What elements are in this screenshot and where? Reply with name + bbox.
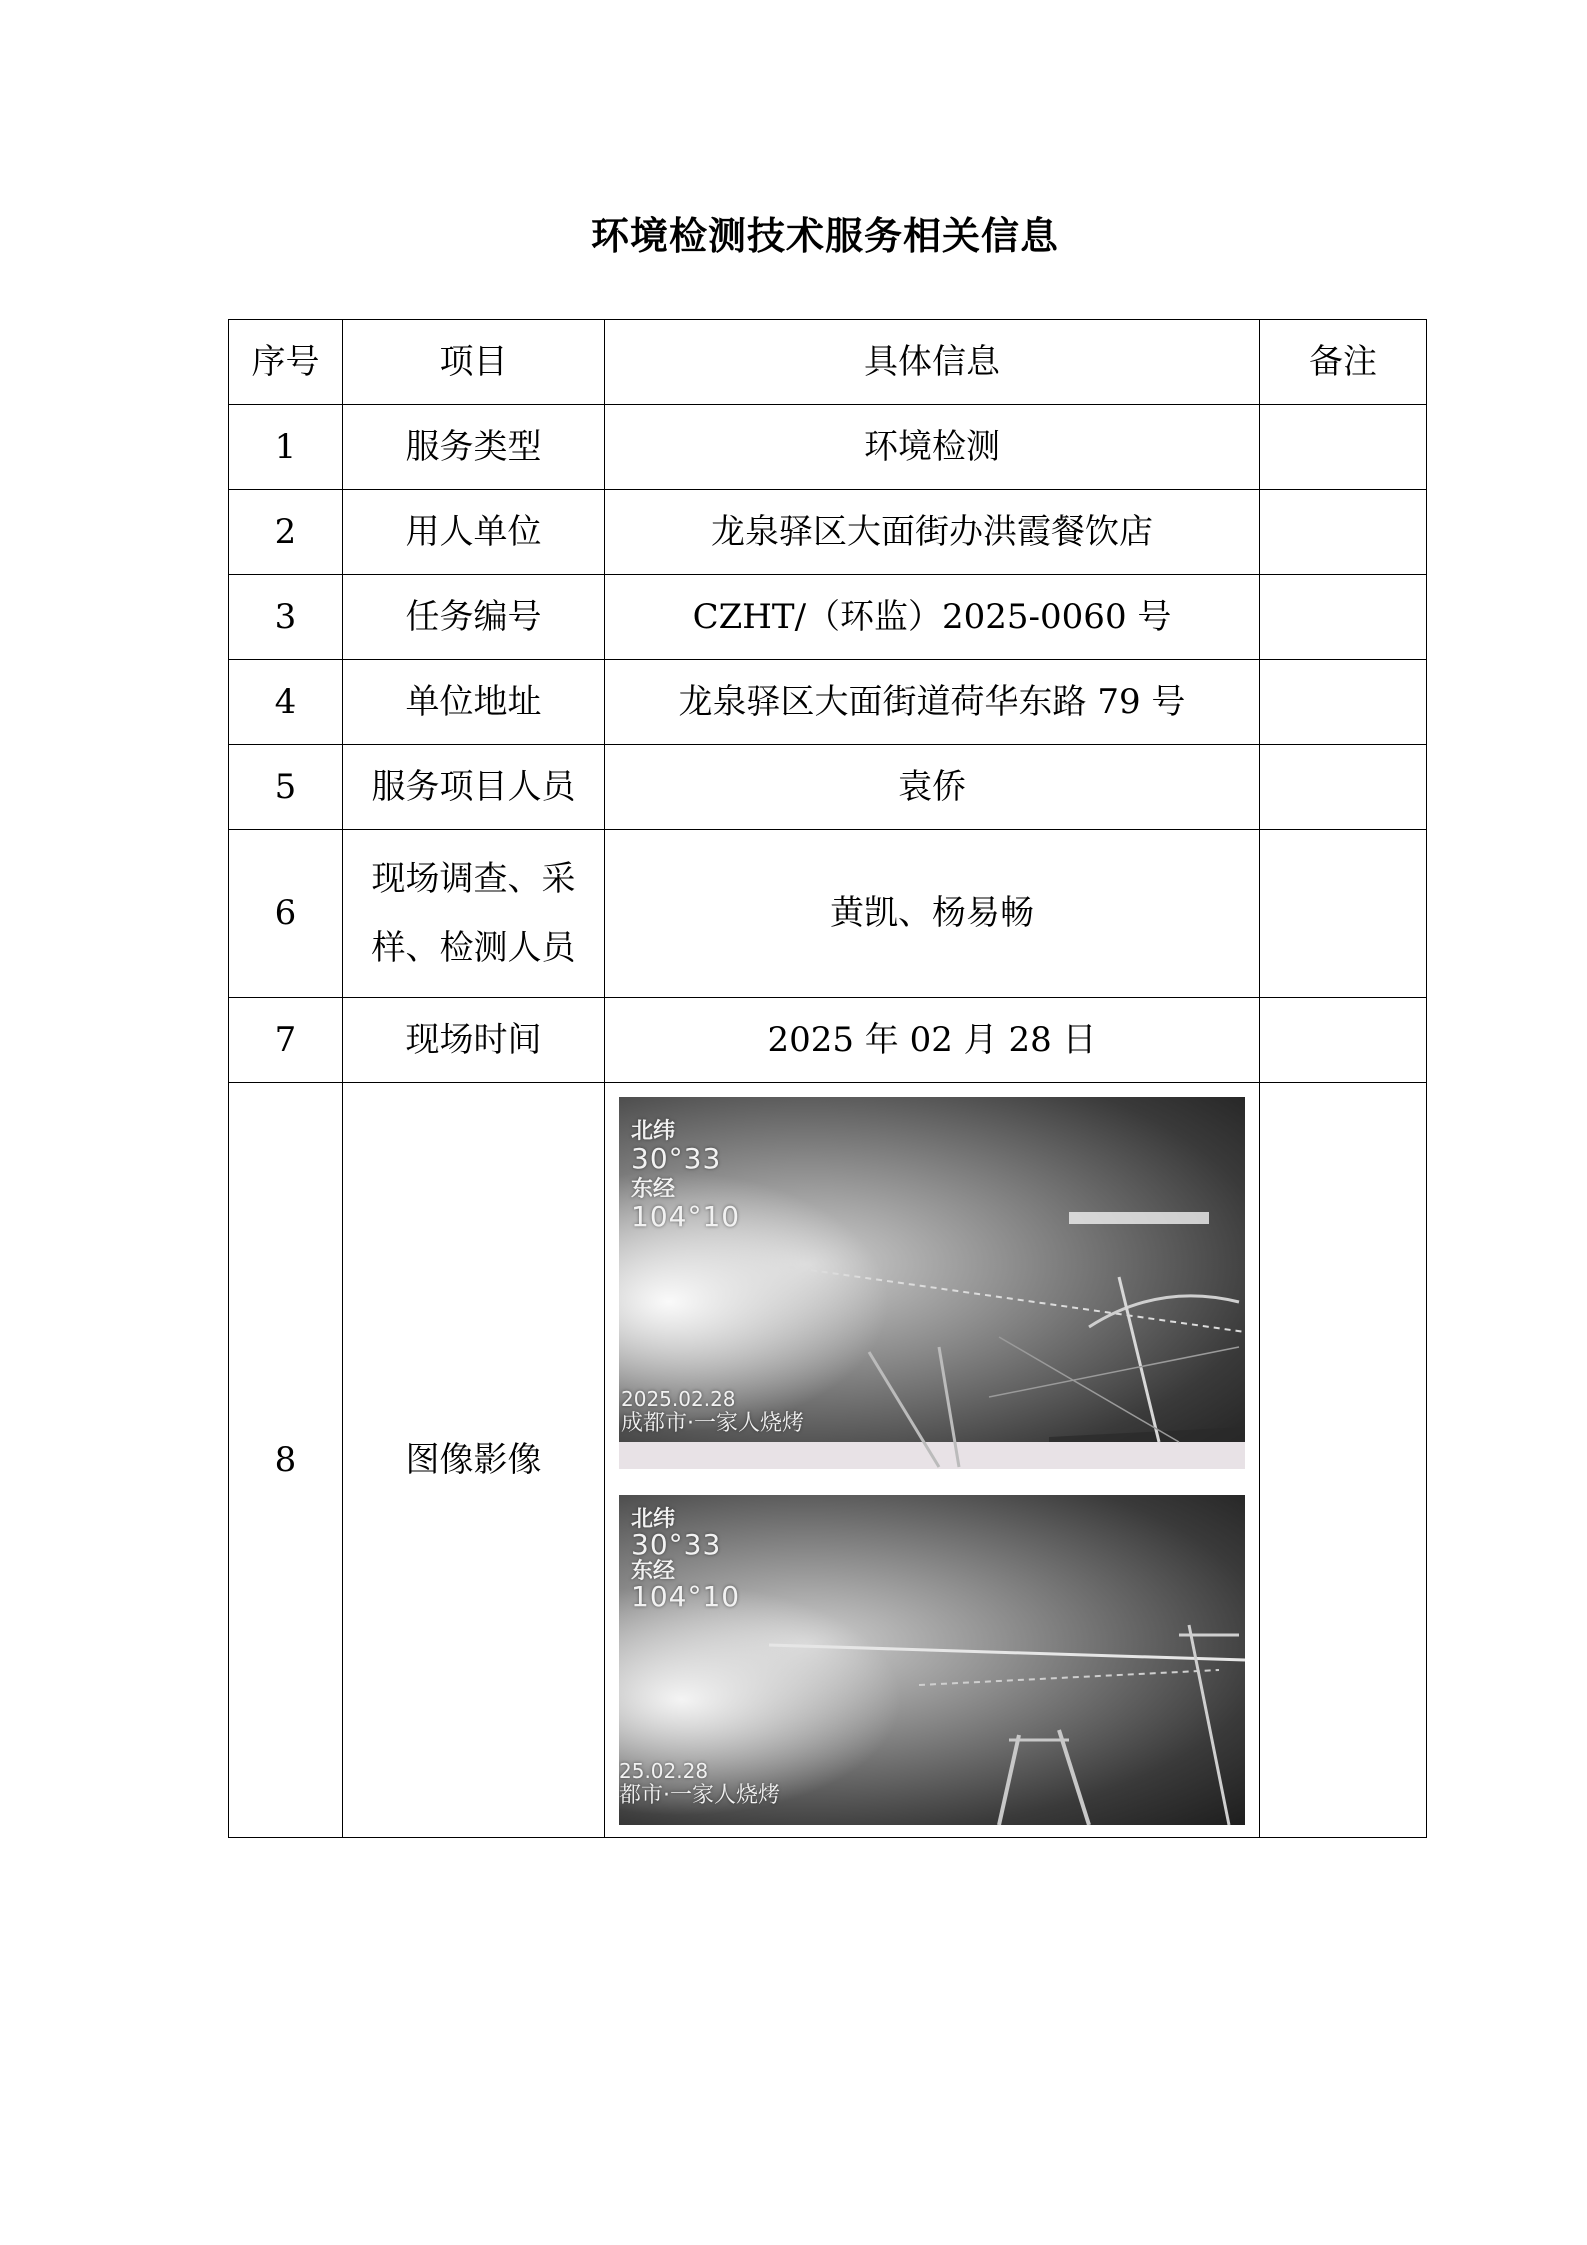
cell-item	[343, 830, 605, 998]
cell-note	[1260, 830, 1427, 998]
cell-images	[605, 1083, 1260, 1838]
photo-date: 25.02.28	[619, 1759, 709, 1783]
cell-info: 龙泉驿区大面街道荷华东路 79 号	[605, 660, 1260, 745]
site-photo	[619, 1495, 1245, 1825]
cell-no: 2	[229, 490, 343, 575]
cell-note	[1260, 745, 1427, 830]
cell-no: 5	[229, 745, 343, 830]
cell-item: 图像影像	[343, 1083, 605, 1838]
photo-lat-value: 30°33	[631, 1142, 722, 1175]
table-row	[229, 830, 1427, 998]
photo-lon-value: 104°10	[631, 1200, 741, 1233]
info-table	[228, 319, 1427, 1838]
table-row	[229, 490, 1427, 575]
photo-place: 都市·一家人烧烤	[619, 1783, 780, 1808]
table-header-row	[229, 320, 1427, 405]
document-title: 环境检测技术服务相关信息	[590, 213, 1059, 258]
header-item: 项目	[343, 320, 605, 405]
cell-item-line: 样、检测人员	[371, 927, 576, 968]
header-note: 备注	[1260, 320, 1427, 405]
cell-item: 现场时间	[343, 998, 605, 1083]
photo-lon-label: 东经	[631, 1177, 676, 1202]
table-row	[229, 1083, 1427, 1838]
cell-info: 黄凯、杨易畅	[605, 830, 1260, 998]
cell-note	[1260, 490, 1427, 575]
photo-date: 2025.02.28	[621, 1387, 736, 1411]
cell-info: 龙泉驿区大面街办洪霞餐饮店	[605, 490, 1260, 575]
cell-no: 4	[229, 660, 343, 745]
cell-no: 8	[229, 1083, 343, 1838]
cell-note	[1260, 405, 1427, 490]
table-row	[229, 745, 1427, 830]
cell-info: CZHT/（环监）2025-0060 号	[605, 575, 1260, 660]
photo-lon-label: 东经	[631, 1559, 676, 1584]
photo-lat-value: 30°33	[631, 1528, 722, 1561]
table-row	[229, 998, 1427, 1083]
cell-info: 袁侨	[605, 745, 1260, 830]
photo-place: 成都市·一家人烧烤	[621, 1411, 804, 1436]
photo-lat-label: 北纬	[631, 1119, 676, 1144]
cell-note	[1260, 1083, 1427, 1838]
cell-no: 6	[229, 830, 343, 998]
cell-info: 2025 年 02 月 28 日	[605, 998, 1260, 1083]
cell-note	[1260, 998, 1427, 1083]
header-no: 序号	[229, 320, 343, 405]
photo-lon-value: 104°10	[631, 1580, 741, 1613]
cell-info: 环境检测	[605, 405, 1260, 490]
cell-note	[1260, 575, 1427, 660]
table-row	[229, 660, 1427, 745]
cell-item: 服务项目人员	[343, 745, 605, 830]
cell-no: 3	[229, 575, 343, 660]
site-photo	[619, 1097, 1245, 1469]
header-info: 具体信息	[605, 320, 1260, 405]
cell-item: 用人单位	[343, 490, 605, 575]
table-row	[229, 575, 1427, 660]
table-row	[229, 405, 1427, 490]
photo-lat-label: 北纬	[631, 1507, 676, 1532]
cell-no: 1	[229, 405, 343, 490]
cell-item-line: 现场调查、采	[371, 858, 576, 899]
cell-no: 7	[229, 998, 343, 1083]
cell-item: 任务编号	[343, 575, 605, 660]
cell-note	[1260, 660, 1427, 745]
cell-item: 服务类型	[343, 405, 605, 490]
cell-item: 单位地址	[343, 660, 605, 745]
